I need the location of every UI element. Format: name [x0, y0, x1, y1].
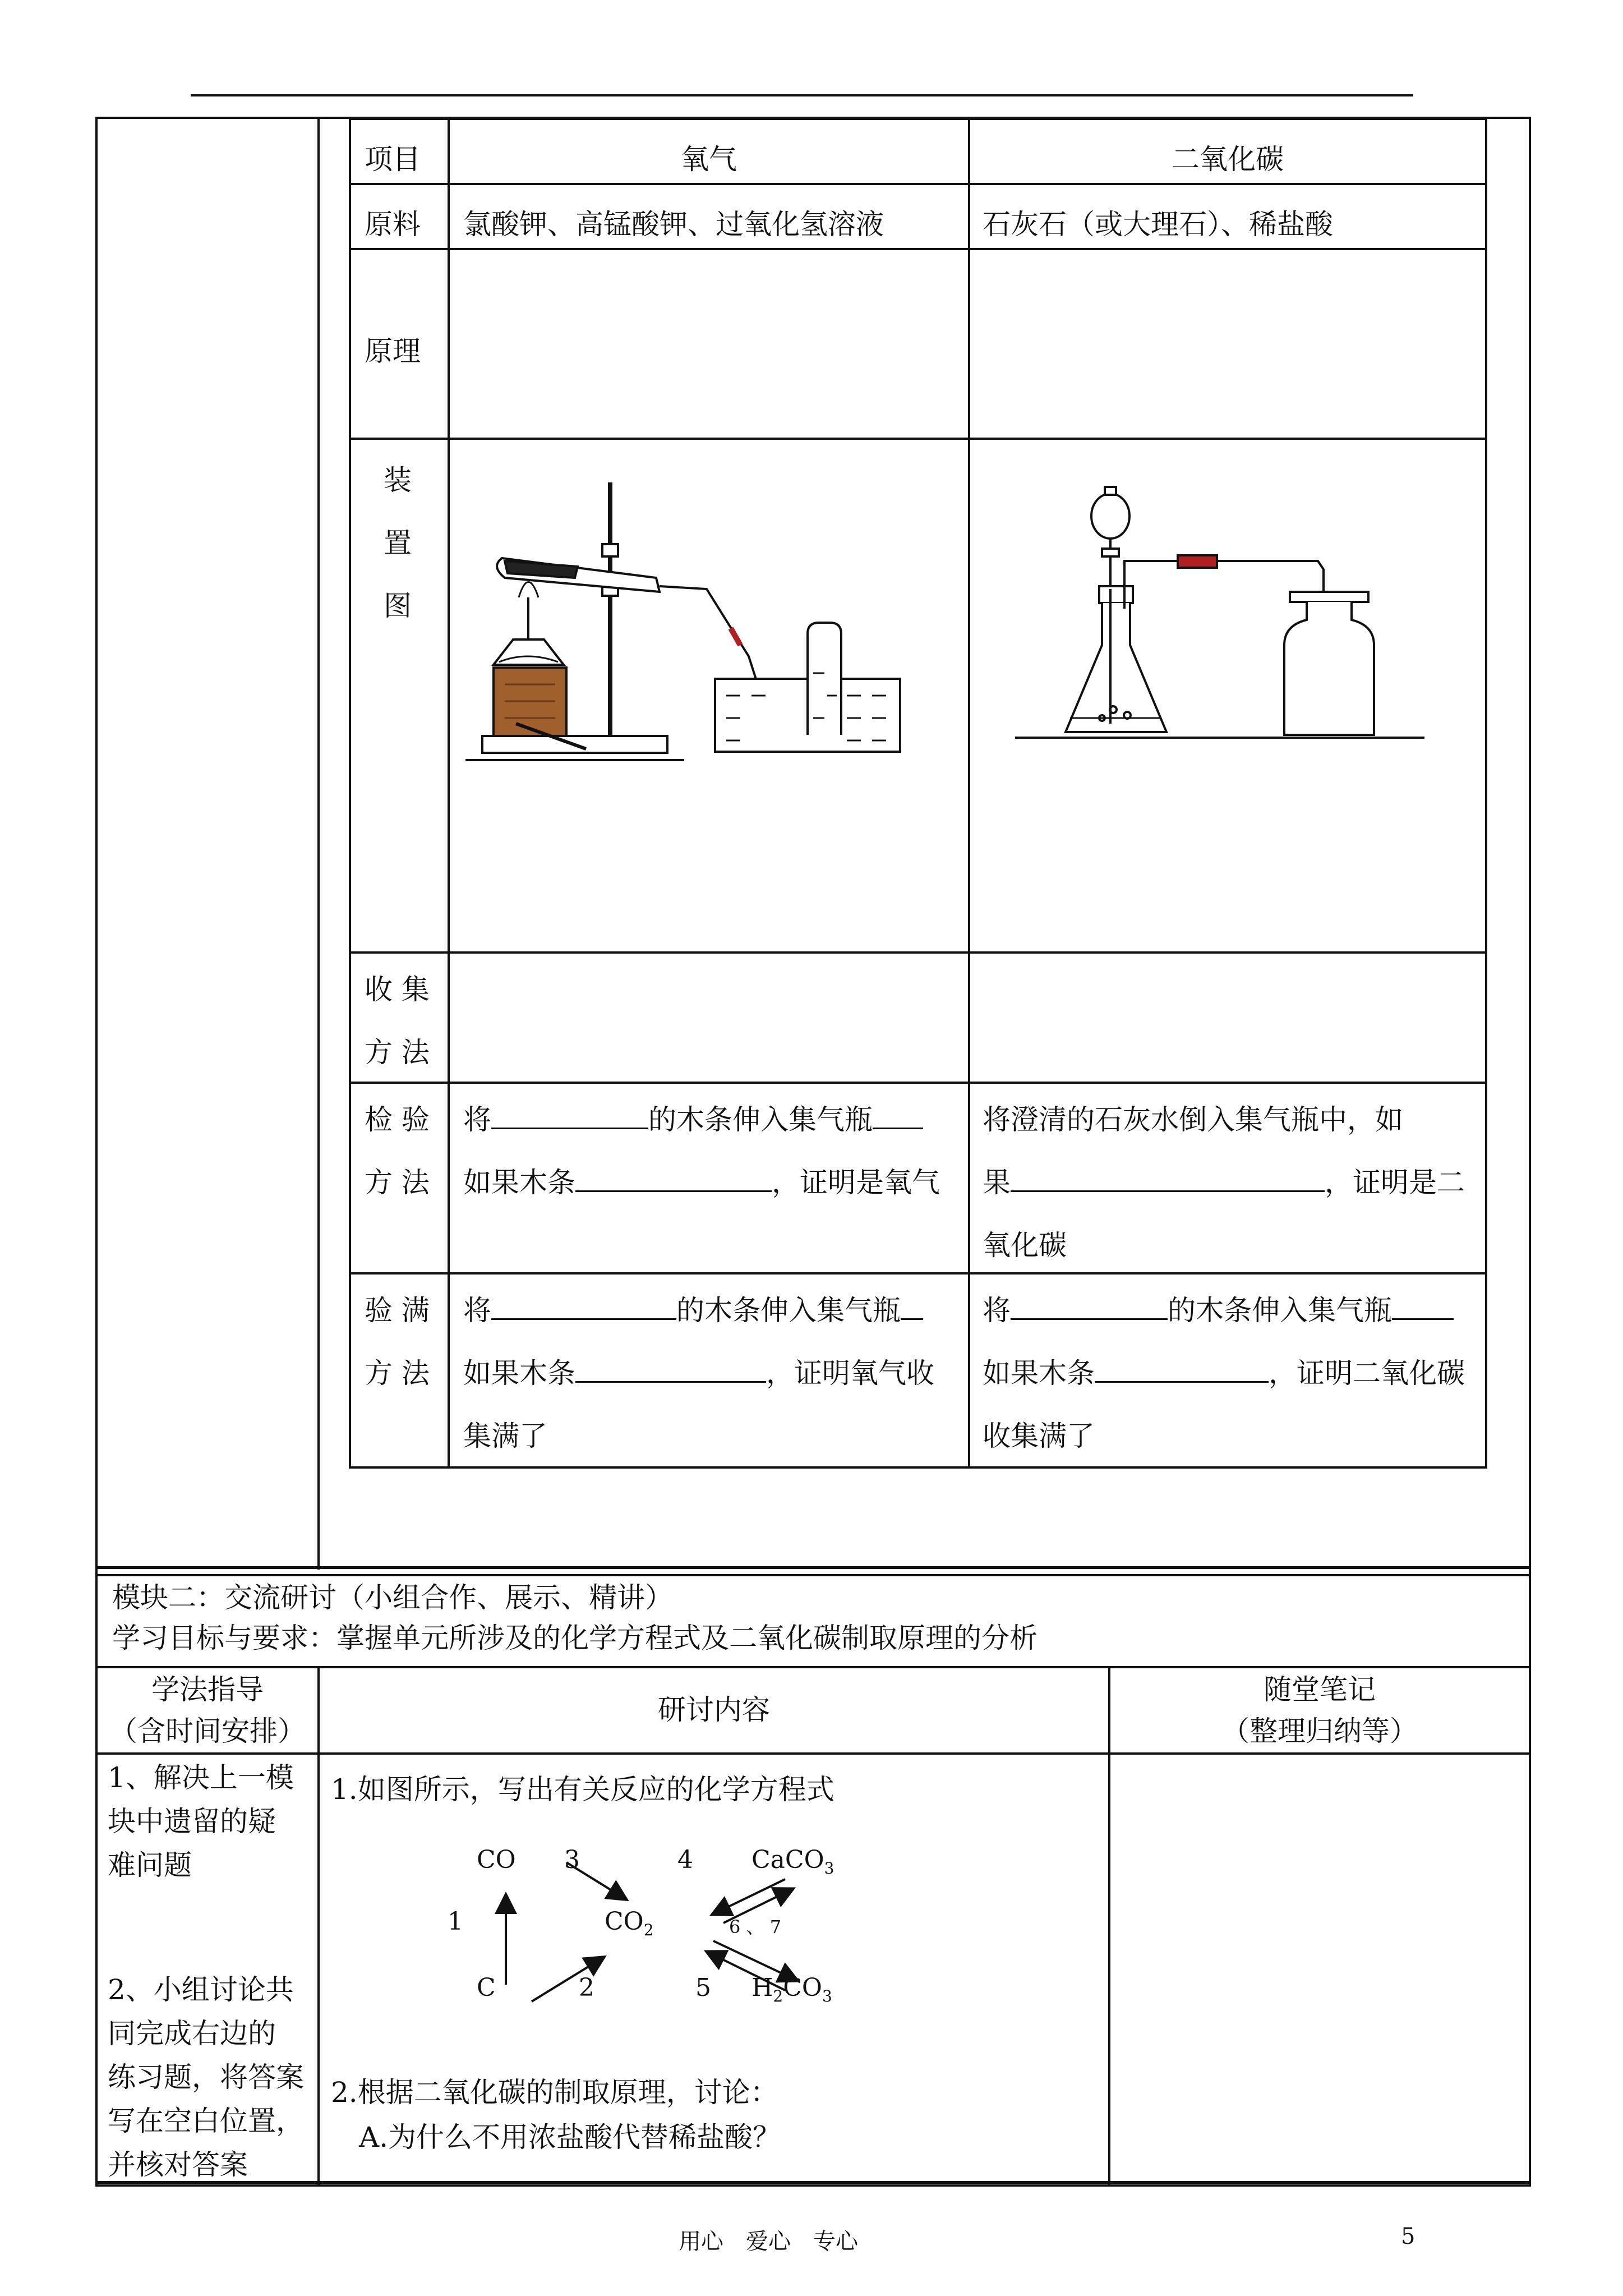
co2-test-line1: 将澄清的石灰水倒入集气瓶中，如 — [983, 1103, 1403, 1136]
label-1: 1 — [448, 1907, 463, 1936]
guide-2: 2、小组讨论共 同完成右边的 练习题，将答案 写在空白位置， 并核对答案 — [108, 1973, 304, 2181]
page-number: 5 — [1401, 2224, 1415, 2249]
footer-motto: 用心 爱心 专心 — [679, 2229, 858, 2254]
oxygen-full-line2: 如果木条 ，证明氧气收 — [463, 1342, 934, 1405]
label-co: CO — [477, 1846, 516, 1874]
oxygen-full-line1: 将 的木条伸入集气瓶 — [463, 1279, 923, 1342]
question-2: 2.根据二氧化碳的制取原理，讨论： — [331, 2076, 778, 2109]
co2-full-line2: 如果木条 ，证明二氧化碳 — [983, 1342, 1465, 1405]
label-caco3: CaCO$_3$ — [751, 1846, 834, 1878]
row-label-full-1: 验 满 — [365, 1294, 430, 1327]
label-6-7: 6 、 7 — [729, 1916, 782, 1938]
row-label-full-2: 方 法 — [365, 1357, 430, 1389]
module2-goal: 学习目标与要求：掌握单元所涉及的化学方程式及二氧化碳制取原理的分析 — [112, 1622, 1038, 1654]
label-5: 5 — [695, 1973, 711, 2002]
row-label-collect-1: 收 集 — [365, 973, 430, 1006]
row-label-apparatus-3: 图 — [384, 590, 412, 622]
col1-header-2: （含时间安排） — [109, 1715, 306, 1747]
row-label-test-1: 检 验 — [365, 1103, 430, 1136]
label-c: C — [477, 1973, 496, 2002]
question-2a: A.为什么不用浓盐酸代替稀盐酸？ — [359, 2121, 781, 2154]
question-1: 1.如图所示，写出有关反应的化学方程式 — [331, 1773, 834, 1806]
header-co2: 二氧化碳 — [1172, 143, 1284, 176]
col3-header-2: （整理归纳等） — [1221, 1715, 1418, 1747]
oxygen-full-line3: 集满了 — [463, 1420, 547, 1452]
row-label-apparatus-2: 置 — [384, 527, 412, 559]
label-4: 4 — [677, 1846, 693, 1874]
oxygen-materials: 氯酸钾、高锰酸钾、过氧化氢溶液 — [463, 208, 884, 241]
row-label-principle: 原理 — [365, 335, 421, 367]
row-label-apparatus-1: 装 — [384, 464, 412, 496]
co2-test-line2: 果 ，证明是二 — [983, 1151, 1465, 1214]
header-oxygen: 氧气 — [681, 143, 737, 176]
co2-test-line3: 氧化碳 — [983, 1229, 1067, 1262]
guide-1: 1、解决上一模 块中遗留的疑 难问题 — [108, 1761, 294, 1881]
label-co2: $CO_2$ — [605, 1907, 654, 1939]
label-2: 2 — [579, 1973, 594, 2002]
row-label-collect-2: 方 法 — [365, 1036, 430, 1069]
module2-title: 模块二：交流研讨（小组合作、展示、精讲） — [112, 1581, 673, 1614]
row-label-materials: 原料 — [365, 208, 421, 241]
header-item: 项目 — [365, 143, 421, 176]
co2-full-line1: 将 的木条伸入集气瓶 — [983, 1279, 1454, 1342]
oxygen-test-line2: 如果木条 ，证明是氧气 — [463, 1151, 940, 1214]
col2-header: 研讨内容 — [658, 1694, 770, 1726]
label-h2co3: $H_2CO_3$ — [751, 1973, 832, 2005]
col1-header-1: 学法指导 — [151, 1673, 264, 1706]
col3-header-1: 随堂笔记 — [1264, 1673, 1376, 1706]
label-3: 3 — [564, 1846, 580, 1874]
oxygen-test-line1: 将 的木条伸入集气瓶 — [463, 1088, 923, 1151]
co2-materials: 石灰石（或大理石）、稀盐酸 — [983, 208, 1333, 241]
co2-full-line3: 收集满了 — [983, 1420, 1095, 1452]
row-label-test-2: 方 法 — [365, 1166, 430, 1199]
